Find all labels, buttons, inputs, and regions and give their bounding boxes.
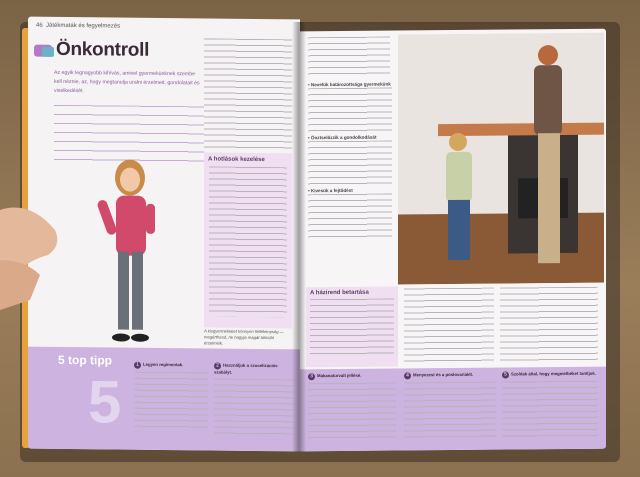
tip-title: Menyezest és a poslovariaklt. [413, 371, 474, 378]
tip-item [214, 363, 294, 440]
tip-title: Legyen regimentak. [143, 361, 184, 368]
section-icon-accent [42, 47, 54, 57]
hand [0, 200, 60, 320]
tip-lines [502, 381, 598, 438]
sidebar-box [204, 152, 292, 328]
intro-text: Az egyik legnagyobb kihívás, amivel gyermekünknek szembe kell néznie, az, hogy megtanulja uralni érzelmeit, gondolatait és viselkedését. [54, 69, 200, 95]
tip-number: 4 [404, 372, 411, 379]
right-column-text-3 [500, 287, 598, 364]
book-gutter [292, 22, 306, 452]
tip-title: Szoldak által, hogy megmelbéket tanítjuk. [511, 370, 597, 377]
bullet-lines [308, 88, 392, 135]
left-page [28, 17, 300, 452]
tip-lines [214, 379, 294, 440]
bullet-item: • Önztselőzzik a gondolkodását [308, 134, 377, 141]
bullet-list [308, 81, 392, 241]
big-five-watermark: 5 [88, 368, 122, 436]
bullet-item: • Nevelük határozottsága gyermekünk [308, 81, 391, 88]
girl-photo [88, 147, 178, 358]
left-column-text [204, 38, 292, 149]
tip-item [404, 372, 496, 439]
tip-item [502, 371, 598, 438]
sidebar-lines [209, 166, 287, 317]
bullet-lines [308, 141, 392, 188]
right-page [300, 29, 606, 452]
right-column-text-2 [404, 288, 494, 365]
tip-number: 2 [214, 363, 221, 370]
kitchen-photo [398, 33, 604, 285]
house-rules-box [306, 286, 398, 367]
tip-title: Makanaturvalt jellésé. [317, 372, 362, 379]
tip-title: Használjuk a szocelizációs szabályt. [214, 362, 278, 375]
tip-number: 3 [308, 373, 315, 380]
tips-label: 5 top tipp [58, 352, 112, 368]
sidebar-heading: A hotlások kezelése [208, 156, 265, 164]
tip-item [308, 372, 396, 439]
page-number: 46 [36, 22, 43, 29]
right-column-intro [308, 37, 390, 78]
house-rules-lines [310, 299, 394, 358]
page-title: Önkontroll [56, 38, 150, 61]
section-header: Játékmaták és fegyelmezés [46, 22, 121, 30]
tip-lines [134, 372, 208, 433]
bullet-lines [308, 194, 392, 241]
photo-caption: A kisgyermekeket könnyen féltékenység — megérthesd, ne hagyja magát túlmúló érzelmeik. [204, 328, 284, 346]
house-rules-heading: A házirend betartása [310, 289, 369, 297]
tip-lines [308, 382, 396, 439]
tip-item [134, 362, 208, 433]
tip-number: 5 [502, 372, 509, 379]
tip-number: 1 [134, 362, 141, 369]
bullet-item: • Kivesük a fejtődést [308, 187, 353, 194]
tip-lines [404, 382, 496, 439]
page-header [36, 23, 120, 30]
